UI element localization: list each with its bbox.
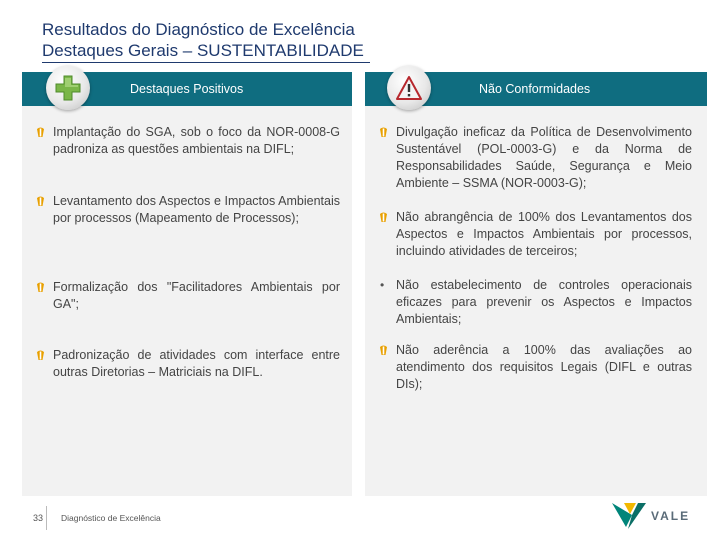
non-conformity-item: Não abrangência de 100% dos Levantamentos dos Aspectos e Impactos Ambientais por processos, incluindo atividades de terceiros; [396, 209, 692, 260]
page-subtitle: Destaques Gerais – SUSTENTABILIDADE [42, 40, 370, 63]
bullet-icon [379, 127, 388, 138]
non-conformities-panel [365, 72, 707, 496]
footer-divider [46, 506, 47, 530]
positive-item: Padronização de atividades com interface entre outras Diretorias – Matriciais na DIFL. [53, 347, 340, 381]
bullet-icon [379, 345, 388, 356]
bullet-icon [36, 282, 45, 293]
footer-label: Diagnóstico de Excelência [61, 513, 161, 523]
bullet-icon [36, 196, 45, 207]
vale-logo [610, 497, 710, 537]
non-conformity-item: Divulgação ineficaz da Política de Desenvolvimento Sustentável (POL-0003-G) e da Norma de Responsabilidades Saúde, Segurança e Meio Ambiente – SSMA (NOR-0003-G); [396, 124, 692, 192]
warning-triangle-icon [387, 66, 431, 110]
positive-item: Implantação do SGA, sob o foco da NOR-0008-G padroniza as questões ambientais na DIFL; [53, 124, 340, 158]
non-conformities-heading: Não Conformidades [479, 82, 591, 96]
bullet-dot-icon: • [380, 278, 385, 292]
green-plus-icon [46, 66, 90, 110]
page-title: Resultados do Diagnóstico de Excelência [42, 20, 355, 39]
vale-logo-icon [610, 497, 650, 531]
positive-item: Formalização dos "Facilitadores Ambientais por GA"; [53, 279, 340, 313]
bullet-icon [36, 127, 45, 138]
positive-highlights-heading: Destaques Positivos [130, 82, 244, 96]
bullet-icon [379, 212, 388, 223]
non-conformity-item: • Não estabelecimento de controles operacionais eficazes para prevenir os Aspectos e Impactos Ambientais; [380, 278, 692, 326]
page-number: 33 [33, 513, 44, 523]
vale-logo-text: VALE [651, 509, 691, 523]
footer [0, 496, 720, 540]
positive-item: Levantamento dos Aspectos e Impactos Ambientais por processos (Mapeamento de Processos); [53, 193, 340, 227]
non-conformity-item: Não aderência a 100% das avaliações ao atendimento dos requisitos Legais (DIFL e outras DIs); [396, 342, 692, 393]
title-block [42, 20, 370, 63]
bullet-icon [36, 350, 45, 361]
positive-highlights-panel [22, 72, 352, 496]
